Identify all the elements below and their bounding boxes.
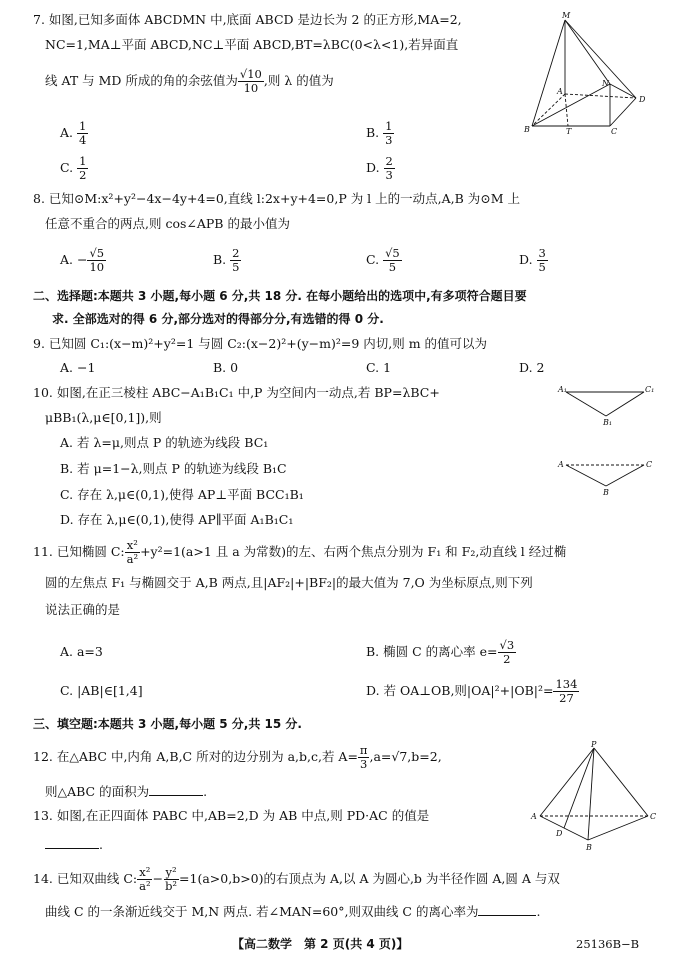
q8-option-c: C. $\frac{√5}{5}$ xyxy=(366,246,400,274)
q13-fig-label-d: D xyxy=(556,829,563,838)
q13-fig-label-b: B xyxy=(586,843,592,852)
section-3-heading: 三、填空题:本题共 3 小题,每小题 5 分,共 15 分. xyxy=(33,717,302,731)
q7-line1: 7. 如图,已知多面体 ABCDMN 中,底面 ABCD 是边长为 2 的正方形,MA=2, xyxy=(33,12,462,27)
q7-fig-label-a: A xyxy=(557,87,563,96)
q10-line2: μBB₁(λ,μ∈[0,1]),则 xyxy=(45,410,162,425)
q7-option-b: B. $\frac{1}{3}$ xyxy=(366,119,393,147)
section-2-heading: 二、选择题:本题共 3 小题,每小题 6 分,共 18 分. 在每小题给出的选项中,有多项符合题目要 xyxy=(33,289,527,303)
q7-option-c: C. $\frac{1}{2}$ xyxy=(60,154,87,182)
q8-option-d: D. $\frac{3}{5}$ xyxy=(519,246,546,274)
q9-option-b: B. 0 xyxy=(213,360,239,375)
q12-line2: 则△ABC 的面积为 . xyxy=(45,784,208,799)
q11-line1: 11. 已知椭圆 C: $\frac{\text{x²}}{\text{a²}}$ +y²=1(a>1 且 a 为常数)的左、右两个焦点分别为 F₁ 和 F₂,动直线 l 经过椭 xyxy=(33,538,567,566)
q7-fig-label-d: D xyxy=(639,95,646,104)
q7-fig-label-t: T xyxy=(566,127,572,136)
q7-fig-label-m: M xyxy=(562,11,571,20)
q12-answer-blank[interactable] xyxy=(149,783,203,796)
q11-option-d: D. 若 OA⊥OB,则|OA|²+|OB|²= $\frac{134}{27}$ xyxy=(366,677,578,705)
q10-fig-label-a1: A₁ xyxy=(558,385,567,394)
q10-line1: 10. 如图,在正三棱柱 ABC−A₁B₁C₁ 中,P 为空间内一动点,若 BP=λBC+ xyxy=(33,385,440,400)
q10-option-a: A. 若 λ=μ,则点 P 的轨迹为线段 BC₁ xyxy=(60,435,269,450)
q10-option-d: D. 存在 λ,μ∈(0,1),使得 AP∥平面 A₁B₁C₁ xyxy=(60,512,294,527)
q14-line1: 14. 已知双曲线 C: $\frac{\text{x²}}{\text{a²}}$ − $\frac{\text{y²}}{\text{b²}}$ =1(a>0,b>0)的右顶点为 A,以 A 为圆心,b 为半径作圆 A,圆 A 与双 xyxy=(33,865,560,893)
q10-fig-label-b: B xyxy=(603,488,609,496)
q8-option-b: B. $\frac{2}{5}$ xyxy=(213,246,240,274)
q13-answer-blank[interactable] xyxy=(45,836,99,849)
q10-fig-label-b1: B₁ xyxy=(603,418,613,427)
q10-fig-label-c: C xyxy=(646,460,653,469)
q13-line1: 13. 如图,在正四面体 PABC 中,AB=2,D 为 AB 中点,则 PD·AC 的值是 xyxy=(33,808,430,823)
q7-line3: 线 AT 与 MD 所成的角的余弦值为 $\frac{√10}{10}$ ,则 λ 的值为 xyxy=(45,67,334,95)
q13-fig-label-a: A xyxy=(531,812,537,821)
q13-line2: . xyxy=(45,836,103,853)
q7-line2: NC=1,MA⊥平面 ABCD,NC⊥平面 ABCD,BT=λBC(0<λ<1),若异面直 xyxy=(45,37,459,52)
q10-option-c: C. 存在 λ,μ∈(0,1),使得 AP⊥平面 BCC₁B₁ xyxy=(60,487,304,502)
q7-fig-label-n: N xyxy=(602,79,609,88)
q10-fig-label-a: A xyxy=(558,460,564,469)
q7-option-d: D. $\frac{2}{3}$ xyxy=(366,154,393,182)
q11-line3: 说法正确的是 xyxy=(45,602,121,617)
page-footer-code: 25136B−B xyxy=(576,937,640,951)
q8-option-a: A. − $\frac{√5}{10}$ xyxy=(60,246,105,274)
q11-option-b: B. 椭圆 C 的离心率 e= $\frac{√3}{2}$ xyxy=(366,638,515,666)
q10-fig-label-c1: C₁ xyxy=(645,385,655,394)
q7-fig-label-b: B xyxy=(524,125,530,134)
q8-line2: 任意不重合的两点,则 cos∠APB 的最小值为 xyxy=(45,216,290,231)
q14-answer-blank[interactable] xyxy=(478,903,536,916)
q7-option-a: A. $\frac{1}{4}$ xyxy=(60,119,87,147)
q9-option-c: C. 1 xyxy=(366,360,392,375)
q10-prism-figure xyxy=(556,378,656,499)
q12-line1: 12. 在△ABC 中,内角 A,B,C 所对的边分别为 a,b,c,若 A= $\frac{\pi}{3}$ ,a=√7,b=2, xyxy=(33,743,442,771)
q9-option-d: D. 2 xyxy=(519,360,545,375)
page-footer-title: 【高二数学 第 2 页(共 4 页)】 xyxy=(232,937,409,951)
q11-option-c: C. |AB|∈[1,4] xyxy=(60,683,143,698)
q13-tetrahedron-figure xyxy=(530,740,660,855)
q13-fig-label-c: C xyxy=(650,812,657,821)
q13-fig-label-p: P xyxy=(591,740,597,749)
q11-option-a: A. a=3 xyxy=(60,644,103,659)
q7-fig-label-c: C xyxy=(611,127,618,136)
q10-option-b: B. 若 μ=1−λ,则点 P 的轨迹为线段 B₁C xyxy=(60,461,287,476)
section-2-instructions: 求. 全部选对的得 6 分,部分选对的得部分分,有选错的得 0 分. xyxy=(52,312,384,326)
q11-line2: 圆的左焦点 F₁ 与椭圆交于 A,B 两点,且|AF₂|+|BF₂|的最大值为 7,O 为坐标原点,则下列 xyxy=(45,575,533,590)
q8-line1: 8. 已知⊙M:x²+y²−4x−4y+4=0,直线 l:2x+y+4=0,P 为 l 上的一动点,A,B 为⊙M 上 xyxy=(33,191,521,206)
q9-stem: 9. 已知圆 C₁:(x−m)²+y²=1 与圆 C₂:(x−2)²+(y−m)²=9 内切,则 m 的值可以为 xyxy=(33,336,488,351)
q14-line2: 曲线 C 的一条渐近线交于 M,N 两点. 若∠MAN=60°,则双曲线 C 的离心率为 . xyxy=(45,904,541,919)
q9-option-a: A. −1 xyxy=(60,360,96,375)
q7-polyhedron-figure xyxy=(522,8,662,139)
